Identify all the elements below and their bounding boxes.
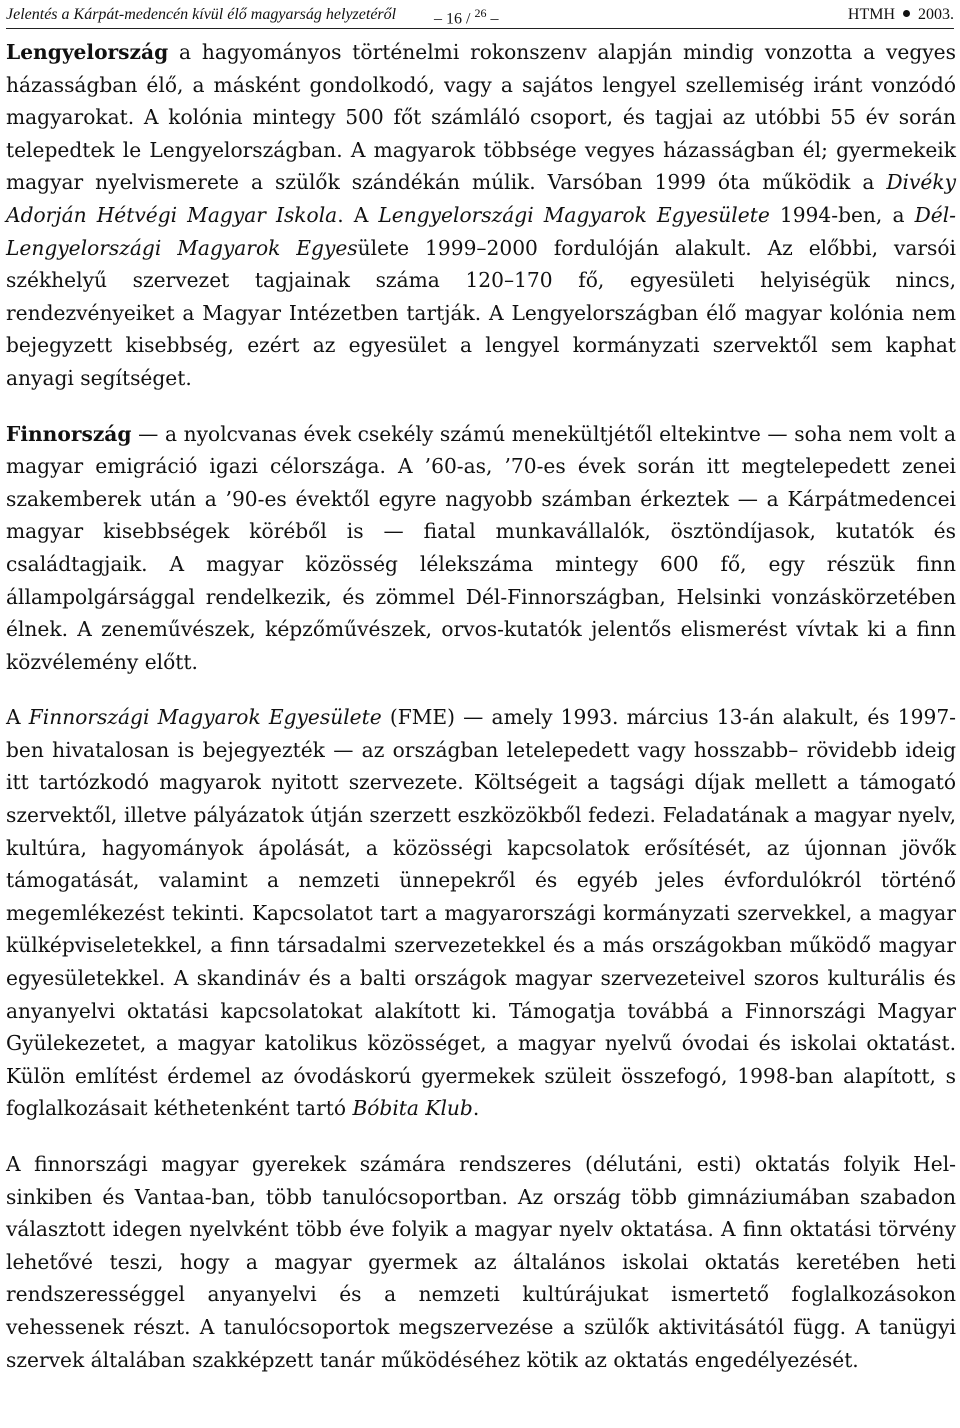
text-segment: 1994-ben, a xyxy=(769,202,915,227)
report-title: Jelentés a Kárpát-medencén kívül élő magyarság helyzetéről xyxy=(6,6,397,23)
page-number: – 16 / $^{26}$ – xyxy=(434,6,499,28)
text-segment: . A xyxy=(337,202,379,227)
organization-name: Finnországi Magyarok Egyesülete xyxy=(28,705,382,730)
page-total: 26 xyxy=(474,6,487,20)
journal-label xyxy=(848,6,954,24)
text-segment: ülete 1999–2000 fordulóján alakult. Az előbbi, varsói székhelyű szervezet tagjainak száma 120–170 fő, egyesületi helyiségük nincs, rendezvényeiket a Magyar Intézetben tartják. A Lengyelországban élő magyar kolónia nem bejegyzett kisebbség, ezért az egyesület a lengyel kormányzati szervektől sem kaphat anyagi segítséget. xyxy=(6,235,956,390)
text-segment: A xyxy=(6,705,29,730)
text-segment: — a nyolcvanas évek csekély számú menekültjétől eltekintve — soha nem volt a magyar emigráció igazi célországa. A ’60-as, ’70-es évek során itt megtelepedett zenei szakemberek után a ’90-es évektől egyre nagyobb számban érkeztek — a Kárpátmedencei magyar kisebbségek köréből is — fiatal munkavállalók, ösztöndíjasok, kutatók és családtagjaik. A magyar közösség lélekszáma mintegy 600 fő, egy részük finn állampolgársággal rendelkezik, és zömmel Dél-Finnországban, Helsinki vonzáskörzetében élnek. A zeneművészek, képzőművészek, orvos-kutatók jelentős elismerést vívtak ki a finn közvélemény előtt. xyxy=(6,421,956,674)
bullet-icon xyxy=(903,10,910,17)
organization-name: Dél-Lengyelországi Magyarok Egyes xyxy=(6,202,956,260)
page-header xyxy=(6,4,954,29)
paragraph-fme xyxy=(6,701,956,1125)
paragraph-finland xyxy=(6,418,956,679)
journal-name: HTMH xyxy=(847,6,895,23)
text-segment: A finnországi magyar gyerekek számára rendszeres (délutáni, esti) oktatás folyik Helsinkiben és Vantaa-ban, több tanulócsoportban. Az ország több gimnáziumában szabadon választott idegen nyelvként több éve folyik a magyar nyelv oktatása. A finn oktatási törvény lehetővé teszi, hogy a magyar gyermek az általános iskolai oktatás keretében heti rendszerességgel anyanyelvi és a nemzeti kultúrájukat ismertető foglalkozásokon vehessenek részt. A tanulócsoportok megszervezése a szülők aktivitásától függ. A tanügyi szervek általában szakképzett tanár működéséhez kötik az oktatás engedélyezését. xyxy=(6,1152,956,1372)
paragraph-education xyxy=(6,1148,956,1376)
document-body xyxy=(6,36,956,1399)
school-name: Divéky Adorján Hétvégi Magyar Iskola xyxy=(6,170,956,227)
organization-name: Lengyelországi Magyarok Egyesülete xyxy=(378,202,770,227)
journal-year: 2003. xyxy=(918,6,954,23)
country-heading-finland: Finnország xyxy=(6,421,132,446)
country-heading-poland: Lengyelország xyxy=(6,40,169,64)
text-segment: . xyxy=(472,1096,480,1121)
club-name: Bóbita Klub xyxy=(352,1096,473,1121)
page-current: 16 xyxy=(446,10,462,28)
text-segment: a hagyományos történelmi rokonszenv alapján mindig vonzotta a vegyes házasságban élő, a másként gondolkodó, vagy a sajátos lengyel szellemiség iránt vonzódó magyarokat. A kolónia mintegy 500 főt számláló csoport, és tagjai az utóbbi 55 év során telepedtek le Lengyelországban. A magyarok többsége vegyes házasságban él; gyermekeik magyar nyelvismerete a szülők szándékán múlik. Varsóban 1999 óta működik a xyxy=(6,40,956,195)
text-segment: (FME) — amely 1993. március 13-án alakult, és 1997-ben hivatalosan is bejegyezték — az országban letelepedett vagy hosszabb– rövidebb ideig itt tartózkodó magyarok nyitott szervezete. Költségeit a tagsági díjak mellett a támogató szervektől, illetve pályázatok útján szerzett eszközökből fedezi. Feladatának a magyar nyelv, kultúra, hagyományok ápolását, a közösségi kapcsolatok erősítését, az újonnan jövők támogatását, valamint a nemzeti ünnepekről és egyéb jeles évfordulókról történő megemlékezést tekinti. Kapcsolatot tart a magyarországi kormányzati szervekkel, a magyar külképviseletekkel, a finn társadalmi szervezetekkel és a más országokban működő magyar egyesületekkel. A skandináv és a balti országok magyar szervezeteivel szoros kulturális és anyanyelvi oktatási kapcsolatokat alakított ki. Támogatja továbbá a Finnországi Magyar Gyülekezetet, a magyar katolikus közösséget, a magyar nyelvű óvodai és iskolai oktatást. Külön említést érdemel az óvodáskorú gyermekek szüleit összefogó, 1998-ban alapított, s foglalkozásait kéthetenként tartó xyxy=(6,705,957,1121)
paragraph-poland xyxy=(6,36,956,395)
